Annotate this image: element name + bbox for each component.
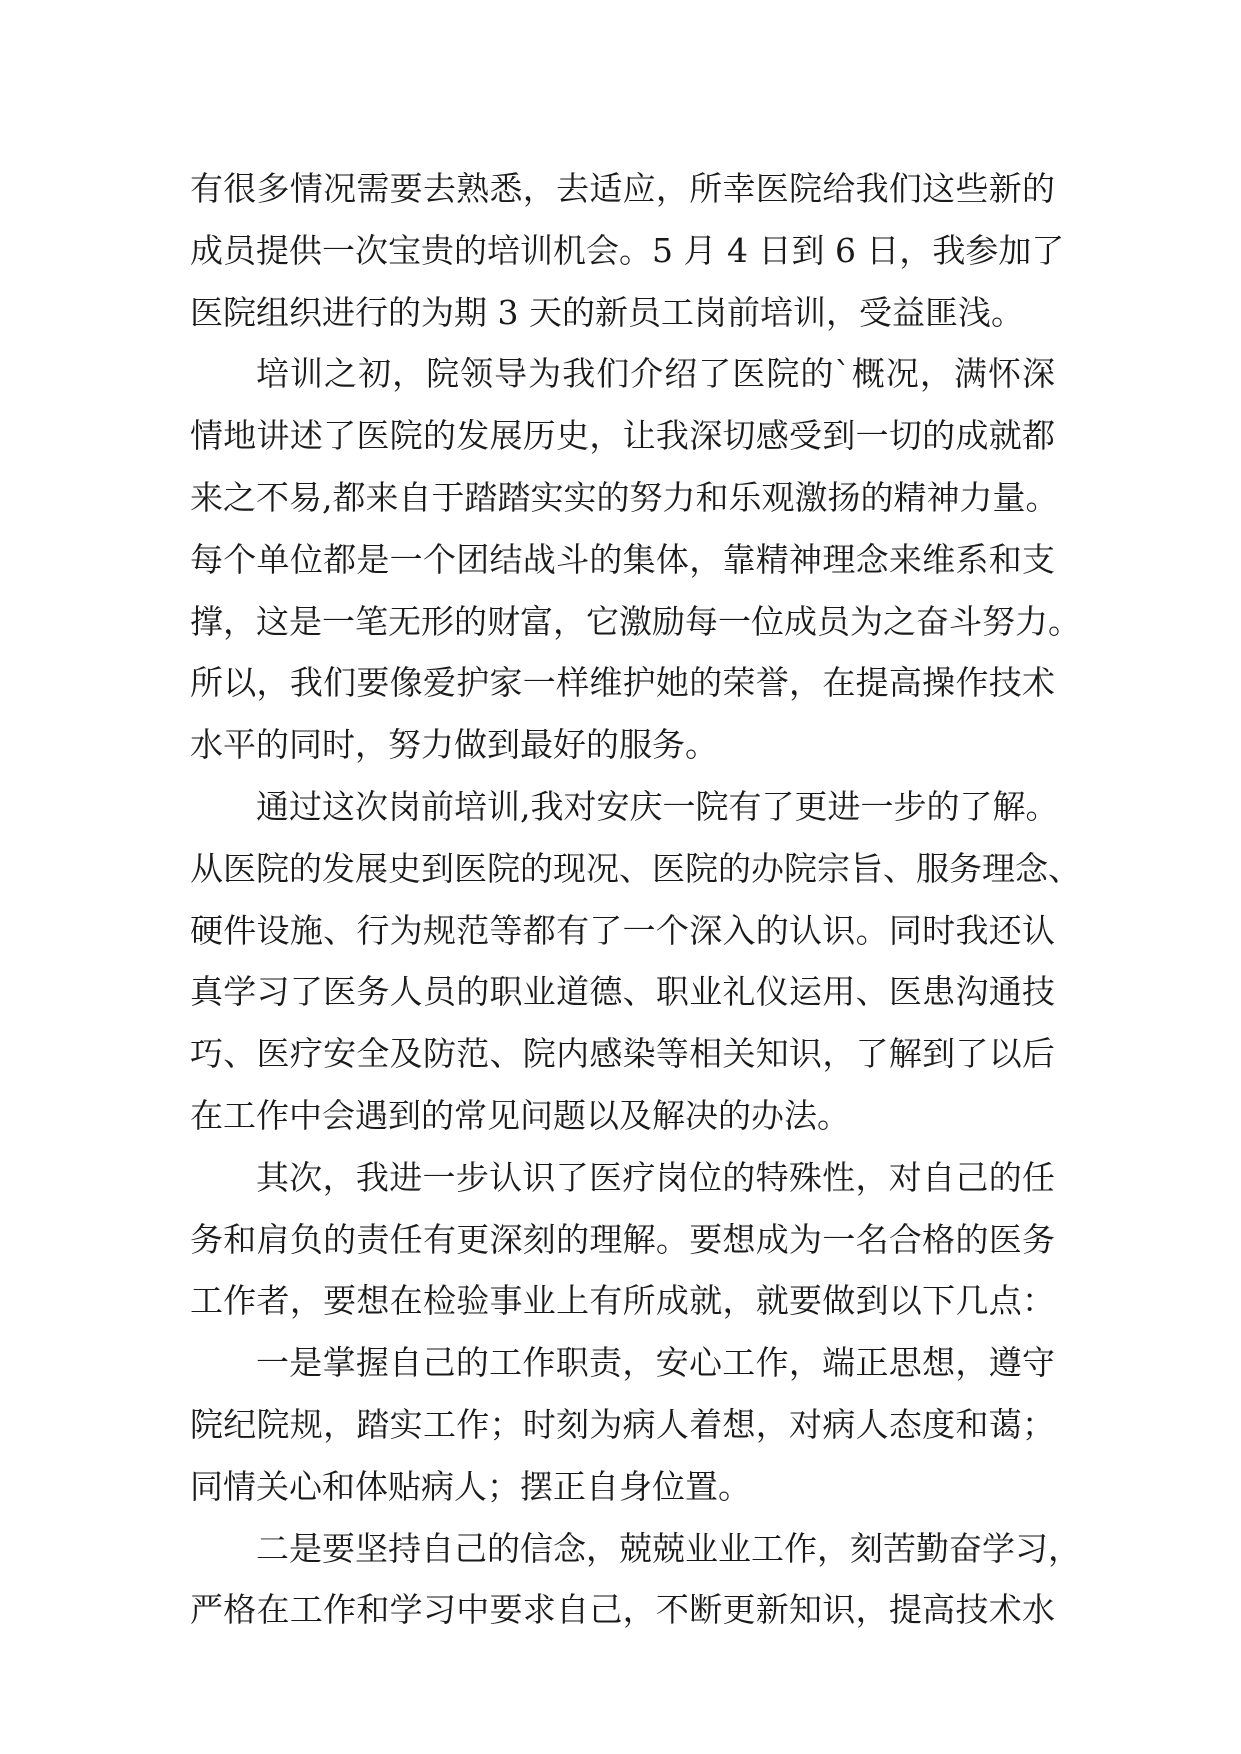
text-line: 二是要坚持自己的信念，兢兢业业工作，刻苦勤奋学习， xyxy=(256,1528,1081,1568)
text-line: 成员提供一次宝贵的培训机会。5 月 4 日到 6 日，我参加了 xyxy=(190,230,1065,270)
text-line: 院纪院规，踏实工作；时刻为病人着想，对病人态度和蔼； xyxy=(190,1404,1055,1444)
text-line: 务和肩负的责任有更深刻的理解。要想成为一名合格的医务 xyxy=(190,1219,1055,1259)
text-line: 从医院的发展史到医院的现况、医院的办院宗旨、服务理念、 xyxy=(190,848,1081,888)
text-line: 撑，这是一笔无形的财富，它激励每一位成员为之奋斗努力。 xyxy=(190,601,1081,641)
text-line: 严格在工作和学习中要求自己，不断更新知识，提高技术水 xyxy=(190,1590,1055,1630)
text-line: 有很多情况需要去熟悉，去适应，所幸医院给我们这些新的 xyxy=(190,169,1055,208)
text-line: 工作者，要想在检验事业上有所成就，就要做到以下几点： xyxy=(190,1281,1055,1321)
text-line: 情地讲述了医院的发展历史，让我深切感受到一切的成就都 xyxy=(190,416,1055,456)
text-line: 每个单位都是一个团结战斗的集体，靠精神理念来维系和支 xyxy=(190,539,1055,579)
paragraph-4 xyxy=(190,1147,1055,1332)
text-line: 同情关心和体贴病人；摆正自身位置。 xyxy=(190,1466,751,1506)
text-line: 通过这次岗前培训,我对安庆一院有了更进一步的了解。 xyxy=(256,786,1059,826)
text-line: 一是掌握自己的工作职责，安心工作，端正思想，遵守 xyxy=(256,1343,1055,1383)
paragraph-3 xyxy=(190,776,1081,1147)
paragraph-1 xyxy=(190,158,1065,343)
text-line: 在工作中会遇到的常见问题以及解决的办法。 xyxy=(190,1095,850,1135)
text-line: 其次，我进一步认识了医疗岗位的特殊性，对自己的任 xyxy=(256,1157,1055,1197)
text-line: 培训之初，院领导为我们介绍了医院的`概况，满怀深 xyxy=(256,354,1055,394)
document-body xyxy=(190,158,1081,1641)
text-line: 所以，我们要像爱护家一样维护她的荣誉，在提高操作技术 xyxy=(190,663,1055,703)
paragraph-2 xyxy=(190,343,1081,776)
text-line: 硬件设施、行为规范等都有了一个深入的认识。同时我还认 xyxy=(190,910,1055,950)
text-line: 医院组织进行的为期 3 天的新员工岗前培训，受益匪浅。 xyxy=(190,292,1024,332)
text-line: 真学习了医务人员的职业道德、职业礼仪运用、医患沟通技 xyxy=(190,972,1055,1012)
paragraph-6 xyxy=(190,1518,1081,1642)
text-line: 来之不易,都来自于踏踏实实的努力和乐观激扬的精神力量。 xyxy=(190,477,1059,517)
text-line: 巧、医疗安全及防范、院内感染等相关知识，了解到了以后 xyxy=(190,1034,1055,1074)
paragraph-5 xyxy=(190,1332,1055,1517)
text-line: 水平的同时，努力做到最好的服务。 xyxy=(190,725,718,765)
